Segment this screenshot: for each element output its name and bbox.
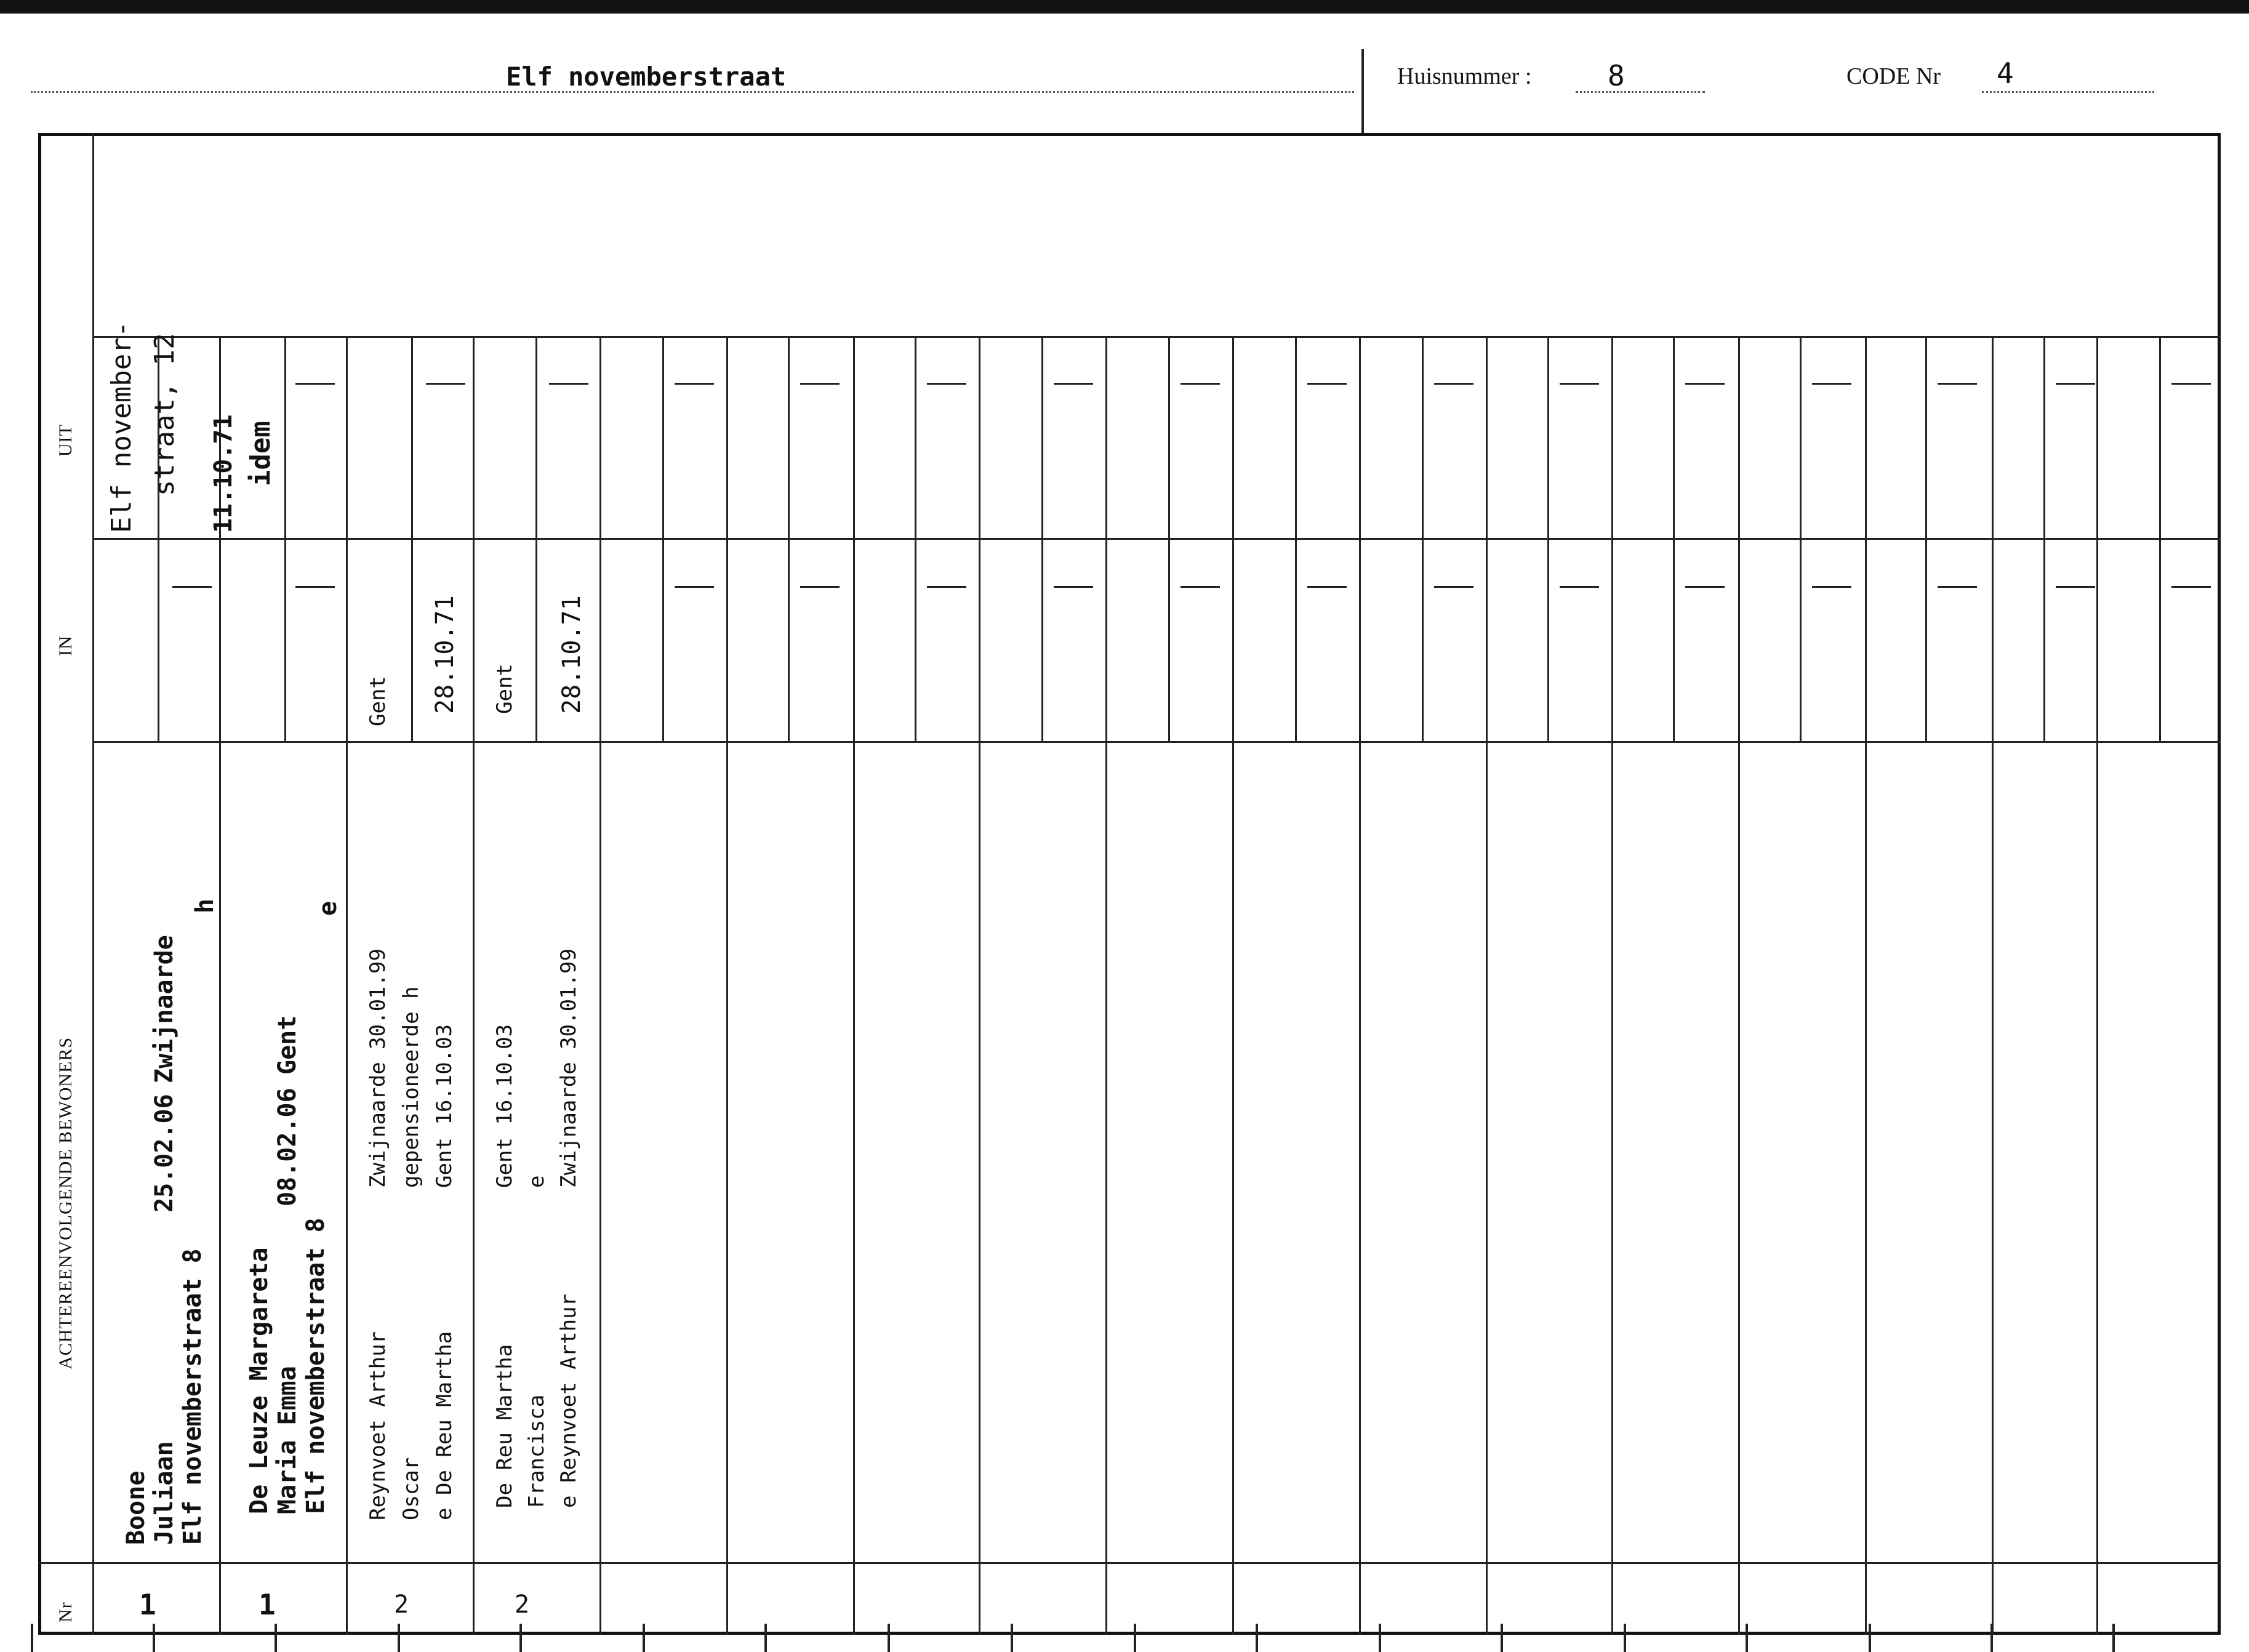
uit-empty-dash-10 [1812,383,1851,385]
resident-3-detail-3: Gent 16.10.03 [432,1024,457,1188]
resident-3-uit-dash [426,383,465,385]
resident-3-in-date: 28.10.71 [431,595,459,714]
sub-column-line-7 [915,336,916,741]
resident-2-uit-dash [295,383,335,385]
bottom-tick-2 [153,1624,155,1652]
street-name: Elf novemberstraat [506,62,787,92]
resident-4-nr: 2 [515,1590,530,1619]
move-out-address-line-2: straat, 12 [149,333,180,496]
resident-column-line-2 [346,336,348,1635]
bottom-tick-13 [1501,1624,1503,1652]
sub-column-line-16 [2043,336,2045,741]
bottom-tick-16 [1869,1624,1871,1652]
sub-column-line-8 [1041,336,1043,741]
bottom-tick-18 [2112,1624,2115,1652]
move-out-address-line-1: Elf november- [106,321,137,533]
uit-empty-dash-7 [1434,383,1473,385]
uit-empty-dash-5 [1181,383,1220,385]
sub-column-line-2 [284,336,286,741]
in-empty-dash-8 [1560,586,1599,588]
page-top-edge [0,0,2249,14]
header-separator [1361,49,1364,133]
sub-column-line-12 [1547,336,1549,741]
bottom-tick-9 [1011,1624,1013,1652]
bottom-tick-4 [398,1624,400,1652]
sub-column-line-5 [662,336,664,741]
bewoners-column-label: ACHTEREENVOLGENDE BEWONERS [55,1037,76,1369]
code-label: CODE Nr [1846,63,1941,89]
code-dotted-line [1982,91,2154,93]
resident-1-birth-place: Zwijnaarde [150,935,178,1083]
resident-column-line-12 [1611,336,1613,1635]
resident-column-line-3 [473,336,475,1635]
bottom-tick-8 [888,1624,890,1652]
row-line-bewoners-nr [38,1562,2221,1564]
uit-empty-dash-6 [1307,383,1347,385]
uit-empty-dash-13 [2171,383,2211,385]
resident-column-line-11 [1486,336,1488,1635]
sub-column-line-6 [788,336,790,741]
resident-3-line-2: Oscar [399,1457,423,1520]
in-empty-dash-6 [1307,586,1347,588]
resident-column-line-6 [853,336,855,1635]
resident-4-detail-1: Gent 16.10.03 [492,1024,517,1188]
resident-column-line-13 [1738,336,1740,1635]
uit-empty-dash-3 [927,383,966,385]
bottom-tick-14 [1624,1624,1626,1652]
resident-1-line-1: Boone [122,1470,150,1545]
row-line-in-bewoners [92,741,2221,743]
uit-empty-dash-11 [1938,383,1977,385]
sub-column-line-10 [1295,336,1297,741]
resident-column-line-9 [1232,336,1234,1635]
resident-1-line-3: Elf novemberstraat 8 [178,1248,207,1545]
bottom-tick-1 [31,1624,33,1652]
in-empty-dash-10 [1812,586,1851,588]
resident-2-nr: 1 [259,1588,276,1621]
resident-1-in-dash [172,586,212,588]
resident-column-line-5 [726,336,728,1635]
in-empty-dash-7 [1434,586,1473,588]
sub-column-line-9 [1168,336,1170,741]
resident-column-line-14 [1865,336,1867,1635]
uit-empty-dash-4 [1054,383,1093,385]
resident-3-line-1: Reynvoet Arthur [366,1331,390,1520]
resident-1-line-2: Juliaan [150,1441,178,1545]
bottom-tick-6 [643,1624,645,1652]
resident-4-line-1: De Reu Martha [492,1344,517,1508]
resident-4-in-place: Gent [492,664,517,714]
uit-empty-dash-2 [800,383,840,385]
sub-column-line-15 [1925,336,1927,741]
resident-2-birth-place: Gent [273,1015,302,1075]
in-empty-dash-11 [1938,586,1977,588]
resident-2-line-3: Elf novemberstraat 8 [302,1217,330,1514]
resident-4-line-3: e Reynvoet Arthur [556,1294,581,1508]
resident-2-uit-place: idem [245,421,276,486]
uit-empty-dash-1 [675,383,714,385]
bottom-tick-7 [764,1624,767,1652]
huisnummer-dotted-line [1576,91,1705,93]
sub-column-line-14 [1800,336,1802,741]
sub-column-line-4 [535,336,537,741]
sub-column-line-17 [2159,336,2161,741]
resident-column-line-4 [599,336,601,1635]
in-empty-dash-2 [800,586,840,588]
resident-2-line-2: Maria Emma [273,1366,302,1514]
resident-4-in-date: 28.10.71 [558,595,586,714]
resident-column-line-15 [1992,336,1994,1635]
resident-4-uit-dash [549,383,588,385]
bottom-tick-17 [1990,1624,1993,1652]
resident-column-line-16 [2096,336,2098,1635]
in-empty-dash-1 [675,586,714,588]
sub-column-line-11 [1422,336,1424,741]
in-empty-dash-5 [1181,586,1220,588]
resident-column-line-8 [1105,336,1107,1635]
sub-column-line-13 [1673,336,1675,741]
bottom-tick-11 [1256,1624,1258,1652]
in-empty-dash-9 [1685,586,1725,588]
bottom-tick-10 [1134,1624,1136,1652]
uit-empty-dash-12 [2056,383,2095,385]
resident-1-gender: h [191,898,219,913]
in-empty-dash-3 [927,586,966,588]
bottom-tick-5 [519,1624,522,1652]
in-empty-dash-12 [2056,586,2095,588]
resident-3-nr: 2 [394,1590,409,1619]
resident-4-detail-2: e [524,1175,549,1188]
huisnummer-label: Huisnummer : [1397,63,1532,89]
resident-2-birth-date: 08.02.06 [273,1088,302,1206]
resident-column-line-7 [979,336,980,1635]
bottom-tick-12 [1379,1624,1381,1652]
in-empty-dash-4 [1054,586,1093,588]
resident-4-line-2: Francisca [524,1394,549,1508]
sub-column-line-3 [411,336,413,741]
uit-empty-dash-8 [1560,383,1599,385]
uit-column-label: UIT [55,424,76,457]
nr-column-label: Nr [55,1602,76,1622]
code-value: 4 [1997,57,2014,90]
resident-column-line-10 [1359,336,1361,1635]
in-empty-dash-13 [2171,586,2211,588]
label-column-separator [92,133,94,1635]
in-column-label: IN [55,635,76,656]
resident-3-detail-2: gepensioneerde h [399,986,423,1188]
resident-3-line-3: e De Reu Martha [432,1331,457,1520]
resident-2-line-1: De Leuze Margareta [245,1247,273,1514]
resident-2-gender: e [314,900,342,916]
resident-1-birth-date: 25.02.06 [150,1094,178,1213]
bottom-tick-15 [1746,1624,1748,1652]
uit-empty-dash-9 [1685,383,1725,385]
resident-4-detail-3: Zwijnaarde 30.01.99 [556,948,581,1188]
huisnummer-value: 8 [1608,59,1625,92]
resident-1-uit-date: 11.10.71 [209,414,238,533]
resident-2-in-dash [295,586,335,588]
resident-3-in-place: Gent [366,676,390,726]
bottom-tick-3 [275,1624,277,1652]
resident-3-detail-1: Zwijnaarde 30.01.99 [366,948,390,1188]
resident-1-nr: 1 [139,1588,156,1621]
